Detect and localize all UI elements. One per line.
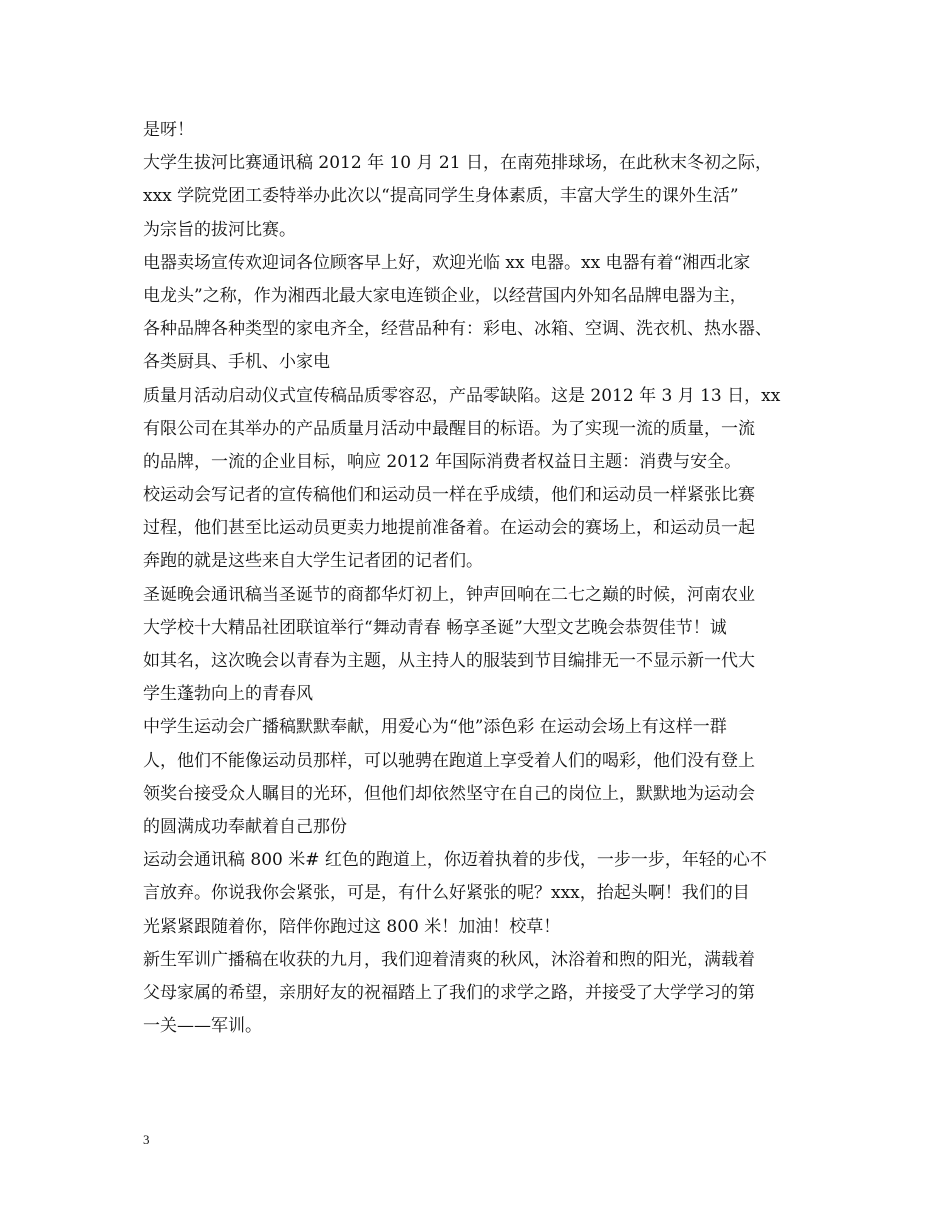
text-line: 的圆满成功奉献着自己那份	[143, 816, 347, 837]
text-line: 为宗旨的拔河比赛。	[143, 219, 296, 240]
text-line: 大学校十大精品社团联谊举行“舞动青春 畅享圣诞”大型文艺晚会恭贺佳节！诚	[143, 617, 727, 638]
text-line: 运动会通讯稿 800 米# 红色的跑道上，你迈着执着的步伐，一步一步，年轻的心不	[143, 850, 767, 871]
text-line: 一关——军训。	[143, 1016, 262, 1037]
text-line: 过程，他们甚至比运动员更卖力地提前准备着。在运动会的赛场上，和运动员一起	[143, 518, 755, 539]
text-line: 如其名，这次晚会以青春为主题，从主持人的服装到节目编排无一不显示新一代大	[143, 651, 755, 671]
text-line: 质量月活动启动仪式宣传稿品质零容忍，产品零缺陷。这是 2012 年 3 月 13 日，xx	[143, 385, 781, 406]
document-body	[143, 114, 823, 1043]
text-line: 中学生运动会广播稿默默奉献，用爱心为“他”添色彩 在运动会场上有这样一群	[143, 717, 727, 738]
text-line: 电器卖场宣传欢迎词各位顾客早上好，欢迎光临 xx 电器。xx 电器有着“湘西北家	[143, 252, 751, 273]
text-line: 父母家属的希望，亲朋好友的祝福踏上了我们的求学之路，并接受了大学学习的第	[143, 982, 755, 1003]
text-line: 领奖台接受众人瞩目的光环，但他们却依然坚守在自己的岗位上，默默地为运动会	[143, 783, 755, 804]
text-line: 言放弃。你说我你会紧张，可是，有什么好紧张的呢？xxx，抬起头啊！我们的目	[143, 883, 750, 904]
text-line: 新生军训广播稿在收获的九月，我们迎着清爽的秋风，沐浴着和煦的阳光，满载着	[143, 949, 755, 970]
text-line: 校运动会写记者的宣传稿他们和运动员一样在乎成绩，他们和运动员一样紧张比赛	[143, 485, 755, 506]
text-line: 光紧紧跟随着你，陪伴你跑过这 800 米！加油！校草！	[143, 916, 561, 937]
text-line: 大学生拔河比赛通讯稿 2012 年 10 月 21 日，在南苑排球场，在此秋末冬初之际，	[143, 153, 772, 174]
page-number: 3	[143, 1132, 150, 1147]
text-line: 有限公司在其举办的产品质量月活动中最醒目的标语。为了实现一流的质量，一流	[143, 418, 755, 439]
text-line: 奔跑的就是这些来自大学生记者团的记者们。	[143, 551, 483, 572]
text-line: 各类厨具、手机、小家电	[143, 352, 330, 373]
text-line: 人，他们不能像运动员那样，可以驰骋在跑道上享受着人们的喝彩，他们没有登上	[143, 750, 755, 771]
text-line: 的品牌，一流的企业目标，响应 2012 年国际消费者权益日主题：消费与安全。	[143, 451, 742, 472]
text-line: 圣诞晚会通讯稿当圣诞节的商都华灯初上，钟声回响在二七之巅的时候，河南农业	[143, 584, 755, 605]
text-line: 各种品牌各种类型的家电齐全，经营品种有：彩电、冰箱、空调、洗衣机、热水器、	[143, 319, 772, 340]
text-line: 学生蓬勃向上的青春风	[143, 684, 313, 705]
text-line: 电龙头”之称，作为湘西北最大家电连锁企业，以经营国内外知名品牌电器为主，	[143, 285, 747, 306]
text-line: 是呀！	[143, 120, 194, 140]
text-line: xxx 学院党团工委特举办此次以“提高同学生身体素质，丰富大学生的课外生活”	[143, 186, 739, 207]
